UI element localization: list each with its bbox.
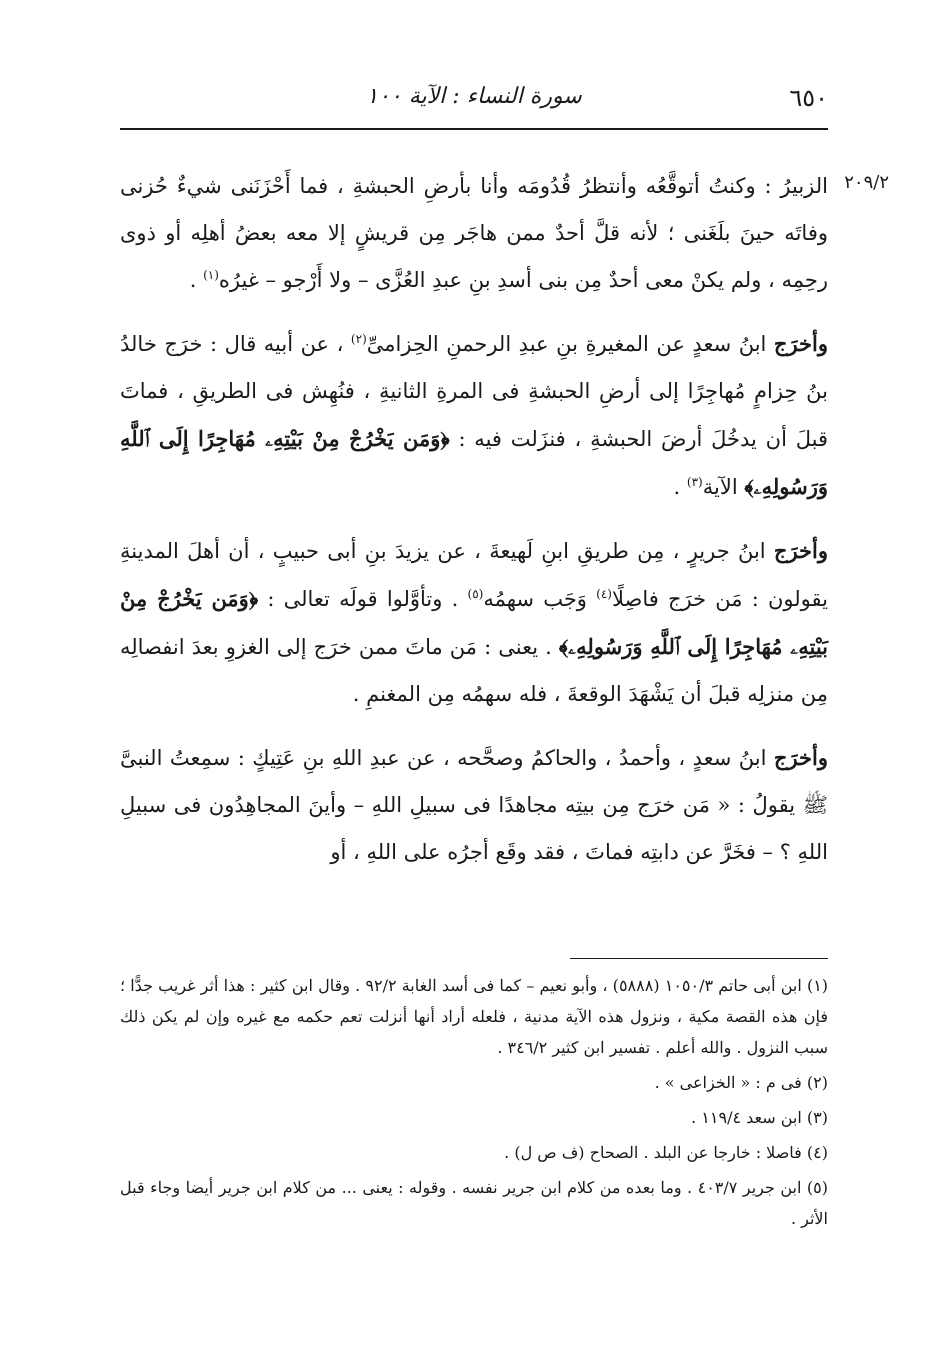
- paragraph-4-lead: وأخرَج: [773, 745, 828, 770]
- footnote-ref-1: (١): [203, 268, 219, 282]
- footnote-ref-3: (٣): [686, 475, 703, 489]
- paragraph-4: [120, 734, 828, 876]
- running-title: سورة النساء : الآية ١٠٠: [366, 84, 582, 109]
- paragraph-1: [120, 163, 828, 304]
- paragraph-2-after-verse: الآية: [702, 475, 745, 499]
- paragraph-2-text: ابنُ سعدٍ عن المغيرةِ بنِ عبدِ الرحمنِ الحِزامىِّ: [366, 332, 774, 356]
- paragraph-2: [120, 320, 828, 511]
- paragraph-1-tail: .: [189, 268, 204, 292]
- paragraph-3-tail: وَجَب سهمُه: [483, 587, 597, 611]
- margin-reference: ٢٠٩/٢: [844, 172, 889, 193]
- paragraph-3-end: . يعنى : مَن ماتَ ممن خرَج إلى الغزوِ بعدَ انفصالِه مِن منزلِه قبلَ أن يَشْهَدَ الوقعةَ ، فله سهمُه مِن المغنمِ .: [120, 635, 828, 706]
- paragraph-4-text: ابنُ سعدٍ ، وأحمدُ ، والحاكمُ وصحَّحه ، عن عبدِ اللهِ بنِ عَتِيكٍ : سمِعتُ النبىَّ ﷺ يقولُ : « مَن خرَج مِن بيتِه مجاهدًا فى سبيلِ اللهِ – وأينَ المجاهِدُون فى سبيلِ اللهِ ؟ – فخَرَّ عن دابتِه فماتَ ، فقد وقَع أجرُه على اللهِ ، أو: [120, 746, 828, 864]
- paragraph-2-lead: وأخرَج: [773, 331, 828, 356]
- quran-verse: ﴿وَمَن يَخْرُجْ مِنْ بَيْتِهِۦ مُهَاجِرًا إِلَى ٱللَّهِ وَرَسُولِهِۦ﴾: [120, 586, 828, 659]
- paragraph-3: [120, 527, 828, 718]
- paragraph-2-end: .: [673, 475, 687, 499]
- footnote-ref-2: (٢): [350, 332, 367, 346]
- paragraph-2-tail: ، عن أبيه قال : خرَج خالدُ بنُ حِزامٍ مُهاجِرًا إلى أرضِ الحبشةِ فى المرةِ الثانيةِ ، فنُهِش فى الطريقِ ، فماتَ قبلَ أن يدخُلَ أرضَ الحبشةِ ، فنزَلت فيه :: [120, 332, 828, 451]
- footnote-1: (١) ابن أبى حاتم ١٠٥٠/٣ (٥٨٨٨) ، وأبو نعيم – كما فى أسد الغابة ٩٢/٢ . وقال ابن كثير : هذا أثر غريب جدًّا ؛ فإن هذه القصة مكية ، ونزول هذه الآية مدنية ، فلعله أراد أنها أنزلت تعم حكمه مع غيره وإن لم يكن ذلك سبب النزول . والله أعلم . تفسير ابن كثير ٣٤٦/٢ .: [120, 976, 829, 1057]
- header-rule: [120, 128, 828, 130]
- page-header: [120, 78, 828, 118]
- footnote-ref-4: (٤): [596, 587, 612, 601]
- footnote-5: (٥) ابن جرير ٤٠٣/٧ . وما بعده من كلام ابن جرير نفسه . وقوله : يعنى ... من كلام ابن جرير أيضا وجاء قبل الأثر .: [120, 1178, 829, 1228]
- quran-verse: ﴿وَمَن يَخْرُجْ مِنْ بَيْتِهِۦ مُهَاجِرًا إِلَى ٱللَّهِ وَرَسُولِهِۦ﴾: [120, 426, 828, 499]
- footnote-2: (٢) فى م : « الخزاعى » .: [654, 1073, 828, 1092]
- footnote-4: (٤) فاصلا : خارجا عن البلد . الصحاح (ف ص ل) .: [504, 1143, 828, 1162]
- page-number: ٦٥٠: [789, 84, 828, 112]
- footnote-3: (٣) ابن سعد ١١٩/٤ .: [691, 1108, 828, 1127]
- paragraph-3-text: ابنُ جريرٍ ، مِن طريقِ ابنِ لَهيعةَ ، عن يزيدَ بنِ أبى حبيبٍ ، أن أهلَ المدينةِ يقولون : مَن خرَج فاصِلًا: [120, 539, 828, 611]
- paragraph-3-mid: . وتأوَّلوا قولَه تعالى :: [258, 587, 468, 611]
- paragraph-1-text: الزبيرُ : وكنتُ أتوقَّعُه وأنتظرُ قُدُومَه وأنا بأرضِ الحبشةِ ، فما أَحْزَنَنى شيءٌ حُزنى وفاتَه حينَ بلَغَنى ؛ لأنه قلَّ أحدٌ ممن هاجَر مِن قريشٍ إلا معه بعضُ أهلِه أو ذوى رحِمِه ، ولم يكنْ معى أحدٌ مِن بنى أسدِ بنِ عبدِ العُزَّى – ولا أَرْجو – غيرُه: [120, 174, 828, 292]
- footnote-ref-5: (٥): [467, 587, 484, 601]
- footnotes: [120, 970, 828, 1238]
- main-text: [120, 163, 828, 892]
- paragraph-3-lead: وأخرَج: [773, 538, 828, 563]
- footnote-rule: [570, 958, 828, 959]
